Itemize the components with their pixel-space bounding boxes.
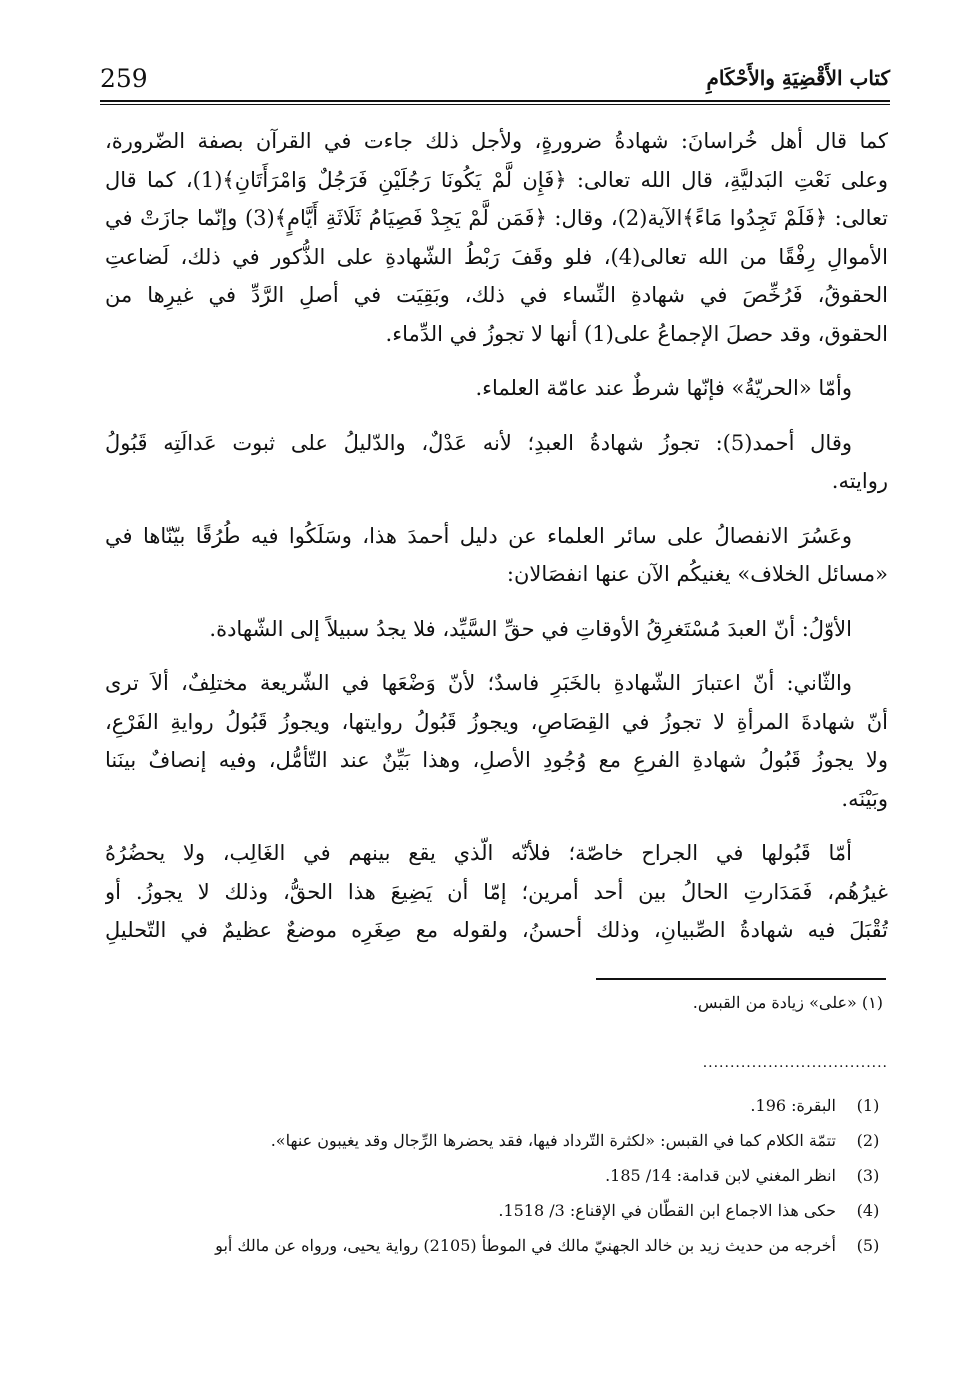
running-title: كتاب الأَقْضِيَةِ والأَحْكَامِ <box>706 66 890 90</box>
text-line: «مسائل الخلاف» يغنيكُم الآن عنها انفصَالان: <box>506 562 888 586</box>
footnote-text: أخرجه من حديث زيد بن خالد الجهنيّ مالك في الموطأ (2105) رواية يحيى، ورواه عن مالك أبو <box>215 1236 836 1255</box>
footnotes <box>100 1088 890 1263</box>
text-line: تُقْبَلَ فيه شهادةُ الصِّبيانِ، وذلك أحسنُ، ولقوله مع صِغَرِه موضعٌ عظيمٌ في التّحليلِ <box>105 918 888 942</box>
text-line: الحقوقُ، فَرُخِّصَ في شهادةِ النِّساء في ذلك، وبَقِيَت في أصلِ الرَّدِّ في غيرِها من <box>105 283 888 307</box>
paragraph-gap <box>105 594 888 610</box>
text-line: وبَيْنَه. <box>841 786 888 811</box>
text-line: الأوّلُ: أنّ العبدَ مُسْتَغرِقُ الأوقاتِ في حقِّ السَّيِّد، فلا يجدُ سبيلاً إلى الشّهادة. <box>209 616 852 641</box>
footnote <box>100 1158 890 1193</box>
text-line: ولا يجوزُ قَبُولُ شهادةِ الفرعِ مع وُجُودِ الأصلِ، وهذا بَيِّنٌ عند التّأمُّل، وفيه إنصافٌ بينَنا <box>105 748 888 772</box>
footnote-number: (4) <box>856 1201 880 1220</box>
text-line: تعالى: ﴿فَلَمْ تَجِدُوا مَاءً﴾الآية(2)، وقال: ﴿فَمَن لَّمْ يَجِدْ فَصِيَامُ ثَلَاثَةِ أَيَّامٍ﴾(3) وإنّما جازَتْ في <box>105 206 888 230</box>
paragraph-gap <box>105 353 888 369</box>
footnote-number: (5) <box>856 1236 880 1255</box>
text-line: الأموالِ رِفْقًا من الله تعالى(4)، فلو وقَفَ رَبْطُ الشّهادةِ على الذُّكور في ذلك، لَضاعتِ <box>105 244 888 269</box>
footnote-text: انظر المغني لابن قدامة: 14/ 185. <box>605 1166 836 1185</box>
text-line: الحقوق، وقد حصلَ الإجماعُ على(1) أنها لا تجوزُ في الدِّماء. <box>385 321 888 346</box>
footnote <box>100 1123 890 1158</box>
text-line: كما قال أهل خُراسانَ: شهادةُ ضرورةٍ، ولأجل ذلك جاءت في القرآن بصفة الضّرورة، <box>105 129 888 153</box>
footnote-arabic-numbered: (١) «على» زيادة من القبس. <box>692 993 883 1012</box>
body-text <box>105 122 888 950</box>
text-line: وعَسُرَ الانفصالُ على سائر العلماء عن دليل أحمدَ هذا، وسَلَكُوا فيه طُرُقًا بيّنّاها في <box>105 523 852 548</box>
footnote <box>100 1193 890 1228</box>
text-line: والثّاني: أنّ اعتبارَ الشّهادةِ بالخَبَرِ فاسدٌ؛ لأنّ وَضْعَها في الشّريعة مختلِفٌ، ألاَ ترى <box>105 671 852 695</box>
header-rule-thin <box>100 104 890 105</box>
paragraph-gap <box>105 818 888 834</box>
footnote-rule <box>596 978 886 980</box>
text-line: أمّا قَبُولها في الجراح خاصّة؛ فلأنّه الّذي يقع بينهم في الغَالِب، ولا يحضُرُهُ <box>105 841 852 865</box>
footnote <box>100 1228 890 1263</box>
footnote-text: حكى هذا الاجماع ابن القطّان في الإقناع: 3/ 1518. <box>498 1201 836 1220</box>
paragraph-gap <box>105 408 888 424</box>
footnote-number: (1) <box>856 1096 880 1115</box>
paragraph-gap <box>105 648 888 664</box>
text-line: غيرُهُم، فَمَدَارتِ الحالُ بين أحد أمرين؛ إمّا أن يَضِيعَ هذا الحقُّ، وذلك لا يجوزُ. أو <box>105 879 888 904</box>
text-line: وعلى نَعْتِ البَدليَّةِ، قال الله تعالى: ﴿فَإِن لَّمْ يَكُونَا رَجُلَيْنِ فَرَجُلٌ وَامْرَأَتَانِ﴾(1)، كما قال <box>105 167 888 192</box>
footnote <box>100 1088 890 1123</box>
footnote-number: (2) <box>856 1131 880 1150</box>
header-rule <box>100 100 890 102</box>
text-line: وقال أحمد(5): تجوزُ شهادةُ العبدِ؛ لأنه عَدْلٌ، والدّليلُ على ثبوت عَدالَتِه قَبُولُ <box>105 430 853 455</box>
text-line: وأمّا «الحريّةُ» فإنّها شرطٌ عند عامّة العلماء. <box>475 376 852 400</box>
page-number: 259 <box>100 64 148 93</box>
footnote-dotted-separator: .................................. <box>702 1055 888 1071</box>
footnote-text: تتمّة الكلام كما في القبس: «لكثرة التّرداد فيها، فقد يحضرها الرِّجال وقد يغيبون عنها». <box>270 1131 836 1150</box>
footnote-text: البقرة: 196. <box>750 1096 836 1115</box>
paragraph-gap <box>105 501 888 517</box>
footnote-number: (3) <box>856 1166 880 1185</box>
text-line: أنّ شهادةَ المرأةِ لا تجوزُ في القِصَاصِ، ويجوزُ قَبُولُ روايتها، ويجوزُ قَبُولُ روايةِ الفَرْعِ، <box>105 709 888 734</box>
page-header <box>100 58 890 102</box>
text-line: روايته. <box>831 469 888 493</box>
